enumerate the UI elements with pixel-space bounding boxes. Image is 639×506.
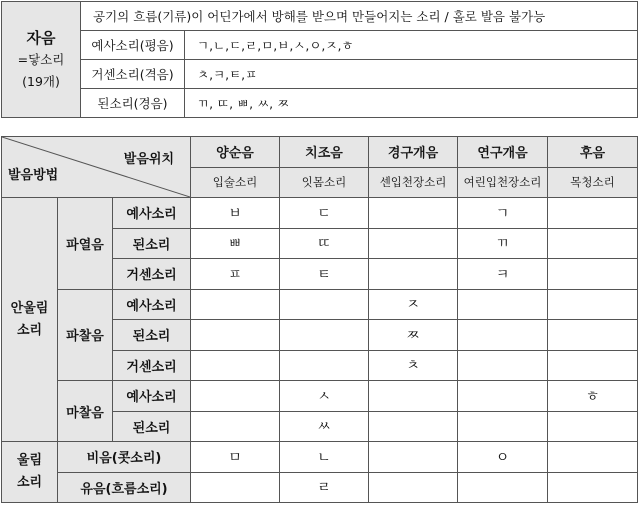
cell: ㄸ: [280, 228, 369, 259]
place-desc-2: 센입천장소리: [369, 167, 458, 198]
cell: ㅉ: [369, 320, 458, 351]
cell: [280, 350, 369, 381]
cell: [458, 381, 548, 412]
cell: [280, 320, 369, 351]
manner-nasal: 비음(콧소리): [58, 442, 191, 473]
cell: [369, 472, 458, 503]
cell: ㄴ: [280, 442, 369, 473]
place-desc-3: 여린입천장소리: [458, 167, 548, 198]
consonant-summary-table: [1, 1, 638, 118]
cell: ㅌ: [280, 259, 369, 290]
cell: ㅁ: [191, 442, 280, 473]
plain-value: ㄱ,ㄴ,ㄷ,ㄹ,ㅁ,ㅂ,ㅅ,ㅇ,ㅈ,ㅎ: [185, 31, 638, 60]
cell: [369, 198, 458, 229]
cell: [548, 198, 638, 229]
cell: ㅂ: [191, 198, 280, 229]
consonant-title: 자음: [26, 28, 56, 47]
consonant-alias: =닿소리: [17, 51, 65, 67]
corner-header: [2, 137, 191, 198]
place-name-4: 후음: [548, 137, 638, 168]
manner-liquid: 유음(흐름소리): [58, 472, 191, 503]
place-desc-4: 목청소리: [548, 167, 638, 198]
cell: ㄷ: [280, 198, 369, 229]
cell: ㅆ: [280, 411, 369, 442]
phonation-plain: 예사소리: [113, 198, 191, 229]
phonation-tense: 된소리: [113, 228, 191, 259]
cell: [548, 320, 638, 351]
cell: [548, 350, 638, 381]
cell: [458, 350, 548, 381]
aspirated-label: 거센소리(격음): [81, 60, 185, 89]
cell: [369, 228, 458, 259]
consonant-chart-table: [1, 136, 638, 503]
cell: ㅇ: [458, 442, 548, 473]
cell: ㅋ: [458, 259, 548, 290]
manner-fricative: 마찰음: [58, 381, 113, 442]
tense-label: 된소리(경음): [81, 89, 185, 118]
cell: [548, 411, 638, 442]
place-desc-0: 입술소리: [191, 167, 280, 198]
group-sonorant: 울림 소리: [2, 442, 58, 503]
manner-plosive: 파열음: [58, 198, 113, 290]
consonant-count: (19개): [22, 73, 60, 89]
cell: [548, 289, 638, 320]
cell: ㅊ: [369, 350, 458, 381]
phonation-aspirated: 거센소리: [113, 259, 191, 290]
cell: [458, 411, 548, 442]
phonation-aspirated: 거센소리: [113, 350, 191, 381]
cell: [191, 411, 280, 442]
consonant-summary-header: [2, 2, 81, 118]
cell: [458, 289, 548, 320]
place-name-1: 치조음: [280, 137, 369, 168]
corner-top-label: 발음위치: [123, 152, 175, 167]
cell: ㄱ: [458, 198, 548, 229]
cell: [191, 289, 280, 320]
cell: ㅎ: [548, 381, 638, 412]
cell: [369, 381, 458, 412]
cell: [369, 259, 458, 290]
cell: [191, 350, 280, 381]
cell: ㅍ: [191, 259, 280, 290]
cell: ㅃ: [191, 228, 280, 259]
cell: [280, 289, 369, 320]
phonation-tense: 된소리: [113, 411, 191, 442]
place-desc-1: 잇몸소리: [280, 167, 369, 198]
cell: ㅅ: [280, 381, 369, 412]
place-name-3: 연구개음: [458, 137, 548, 168]
plain-label: 예사소리(평음): [81, 31, 185, 60]
cell: ㄹ: [280, 472, 369, 503]
group-obstruent: 안울림 소리: [2, 198, 58, 442]
phonation-plain: 예사소리: [113, 289, 191, 320]
place-name-2: 경구개음: [369, 137, 458, 168]
cell: [369, 411, 458, 442]
manner-affricate: 파찰음: [58, 289, 113, 381]
phonation-tense: 된소리: [113, 320, 191, 351]
cell: ㄲ: [458, 228, 548, 259]
place-name-0: 양순음: [191, 137, 280, 168]
tense-value: ㄲ, ㄸ, ㅃ, ㅆ, ㅉ: [185, 89, 638, 118]
phonation-plain: 예사소리: [113, 381, 191, 412]
corner-bottom-label: 발음방법: [8, 168, 59, 183]
cell: [191, 381, 280, 412]
cell: [369, 442, 458, 473]
cell: [548, 228, 638, 259]
cell: [191, 320, 280, 351]
consonant-description: 공기의 흐름(기류)이 어딘가에서 방해를 받으며 만들어지는 소리 / 홀로 발음 불가능: [81, 2, 638, 31]
cell: [548, 472, 638, 503]
aspirated-value: ㅊ,ㅋ,ㅌ,ㅍ: [185, 60, 638, 89]
cell: ㅈ: [369, 289, 458, 320]
cell: [548, 259, 638, 290]
cell: [191, 472, 280, 503]
cell: [548, 442, 638, 473]
cell: [458, 320, 548, 351]
cell: [458, 472, 548, 503]
